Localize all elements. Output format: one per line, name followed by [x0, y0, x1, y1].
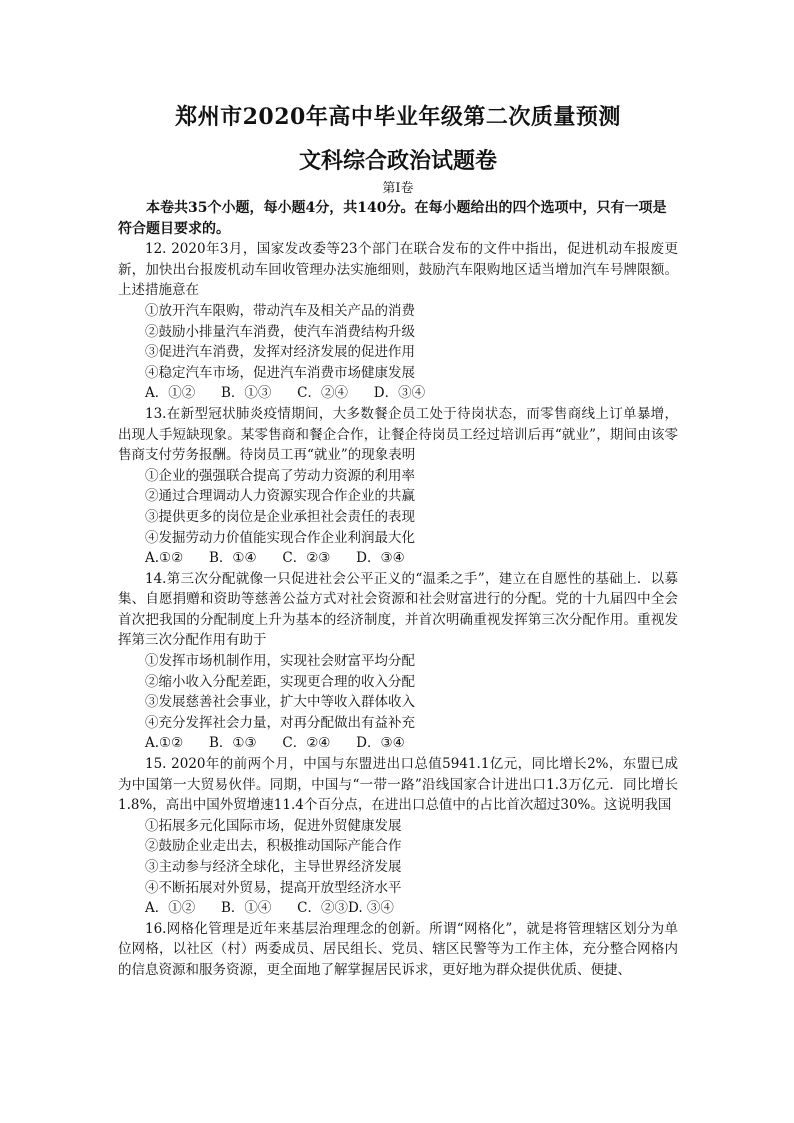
question-option: ②通过合理调动人力资源实现合作企业的共赢: [145, 488, 415, 505]
question-stem: 12. 2020年3月，国家发改委等23个部门在联合发布的文件中指出，促进机动车报废更新，加快出台报废机动车回收管理办法实施细则，鼓励汽车限购地区适当增加汽车号牌限额。上述措施意在: [118, 241, 678, 299]
question-12: [118, 239, 678, 404]
question-option: ④发掘劳动力价值能实现合作企业利润最大化: [145, 529, 415, 546]
answer-choices: A．①② B．①④ C．②③D. ③④: [145, 900, 394, 917]
question-option: ③主动参与经济全球化，主导世界经济发展: [145, 859, 402, 875]
question-option: ④稳定汽车市场，促进汽车消费市场健康发展: [145, 364, 415, 381]
answer-choices: A.①② B．①④ C．②③ D．③④: [145, 550, 405, 567]
answer-choices: A．①② B．①③ C．②④ D．③④: [145, 385, 426, 402]
question-15: [118, 754, 678, 919]
question-option: ④充分发挥社会力量，对再分配做出有益补充: [145, 714, 415, 731]
answer-choices: A.①② B．①③ C．②④ D．③④: [145, 735, 405, 752]
instructions: 本卷共35个小题，每小题4分，共140分。在每小题给出的四个选项中，只有一项是符合题目要求的。: [118, 200, 667, 237]
question-option: ③发展慈善社会事业，扩大中等收入群体收入: [145, 694, 415, 711]
exam-page: [118, 102, 678, 981]
section-label: 第Ⅰ卷: [382, 181, 414, 196]
question-13: [118, 404, 678, 569]
question-14: [118, 569, 678, 754]
question-option: ③提供更多的岗位是企业承担社会责任的表现: [145, 508, 415, 525]
question-option: ②鼓励小排量汽车消费，使汽车消费结构升级: [145, 323, 415, 340]
question-16: [118, 919, 678, 981]
question-stem: 16.网格化管理是近年来基层治理理念的创新。所谓“网格化”，就是将管理辖区划分为单位网格，以社区（村）两委成员、居民组长、党员、辖区民警等为工作主体，充分整合网格内的信息资源和服务资源，更全面地了解掌握居民诉求，更好地为群众提供优质、便捷、: [118, 920, 678, 978]
question-stem: 15. 2020年的前两个月，中国与东盟进出口总值5941.1亿元，同比增长2%，东盟已成为中国第一大贸易伙伴。同期，中国与“一带一路”沿线国家合计进出口1.3万亿元．同比增长1.8%，高出中国外贸增速11.4个百分点，在进出口总值中的占比首次超过30%。这说明我国: [118, 756, 678, 814]
question-stem: 14.第三次分配就像一只促进社会公平正义的“温柔之手”，建立在自愿性的基础上．以募集、自愿捐赠和资助等慈善公益方式对社会资源和社会财富进行的分配。党的十九届四中全会首次把我国的分配制度上升为基本的经济制度，并首次明确重视发挥第三次分配作用。重视发挥第三次分配作用有助于: [118, 570, 678, 649]
question-option: ①企业的强强联合提高了劳动力资源的利用率: [145, 467, 415, 484]
exam-title: 郑州市2020年高中毕业年级第二次质量预测: [175, 104, 621, 130]
question-stem: 13.在新型冠状肺炎疫情期间，大多数餐企员工处于待岗状态，而零售商线上订单暴增，出现人手短缺现象。某零售商和餐企合作，让餐企待岗员工经过培训后再“就业”，期间由该零售商支付劳务报酬。待岗员工再“就业”的现象表明: [118, 405, 678, 464]
question-option: ①放开汽车限购，带动汽车及相关产品的消费: [145, 302, 415, 319]
exam-subtitle: 文科综合政治试题卷: [298, 148, 497, 174]
question-option: ①发挥市场机制作用，实现社会财富平均分配: [145, 653, 415, 670]
question-option: ③促进汽车消费，发挥对经济发展的促进作用: [145, 344, 415, 361]
question-option: ②鼓励企业走出去，积极推动国际产能合作: [145, 838, 402, 855]
question-option: ④不断拓展对外贸易，提高开放型经济水平: [145, 879, 402, 896]
question-option: ①拓展多元化国际市场，促进外贸健康发展: [145, 817, 402, 834]
question-option: ②缩小收入分配差距，实现更合理的收入分配: [145, 673, 415, 690]
